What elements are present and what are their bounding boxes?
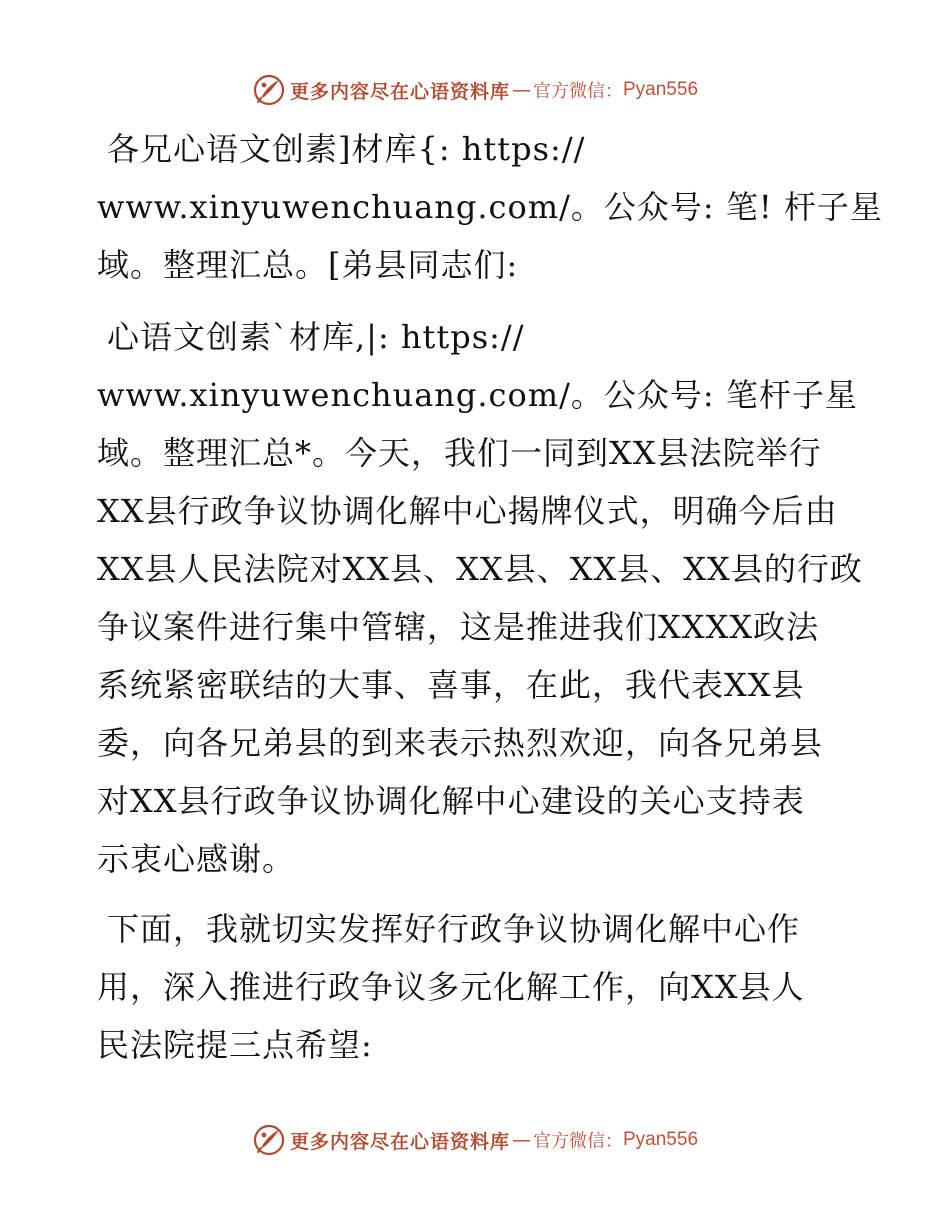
banner-separator: — — [512, 1129, 531, 1151]
header-watermark-banner — [0, 70, 950, 110]
wechat-id: Pyan556 — [623, 79, 699, 100]
footer-watermark-banner — [0, 1120, 950, 1160]
paragraph-line: 用，深入推进行政争议多元化解工作，向XX县人 — [97, 968, 805, 1006]
paragraph-2 — [97, 308, 867, 888]
paragraph-line: 委，向各兄弟县的到来表示热烈欢迎，向各兄弟县 — [97, 724, 824, 762]
paragraph-line: XX县人民法院对XX县、XX县、XX县、XX县的行政 — [97, 550, 863, 588]
wechat-label: 官方微信： — [533, 81, 623, 102]
brand-text: 更多内容尽在心语资料库 — [289, 1130, 510, 1153]
quill-pen-logo-icon — [252, 1123, 286, 1157]
paragraph-line: 域。整理汇总*。今天，我们一同到XX县法院举行 — [97, 434, 822, 472]
paragraph-line: 心语文创素`材库,|: https:// — [107, 318, 525, 356]
paragraph-line: 争议案件进行集中管辖，这是推进我们XXXX政法 — [97, 608, 820, 646]
paragraph-line: 各兄心语文创素]材库{: https:// — [107, 130, 586, 168]
paragraph-line: 下面，我就切实发挥好行政争议协调化解中心作 — [107, 910, 801, 948]
banner-separator: — — [512, 79, 531, 101]
paragraph-1 — [97, 120, 883, 294]
brand-text: 更多内容尽在心语资料库 — [289, 80, 510, 103]
paragraph-3 — [97, 900, 867, 1074]
paragraph-line: 系统紧密联结的大事、喜事，在此，我代表XX县 — [97, 666, 805, 704]
paragraph-line: 域。整理汇总。[弟县同志们: — [97, 246, 519, 284]
paragraph-line: 民法院提三点希望: — [97, 1026, 373, 1064]
quill-pen-logo-icon — [252, 73, 286, 107]
paragraph-line: www.xinyuwenchuang.com/。公众号: 笔杆子星 — [97, 376, 858, 414]
paragraph-line: 示衷心感谢。 — [97, 840, 296, 878]
paragraph-line: www.xinyuwenchuang.com/。公众号: 笔! 杆子星 — [97, 188, 883, 226]
paragraph-line: 对XX县行政争议协调化解中心建设的关心支持表 — [97, 782, 805, 820]
wechat-label: 官方微信： — [533, 1131, 623, 1152]
document-body — [97, 120, 883, 1074]
paragraph-line: XX县行政争议协调化解中心揭牌仪式，明确今后由 — [97, 492, 838, 530]
wechat-id: Pyan556 — [623, 1129, 699, 1150]
